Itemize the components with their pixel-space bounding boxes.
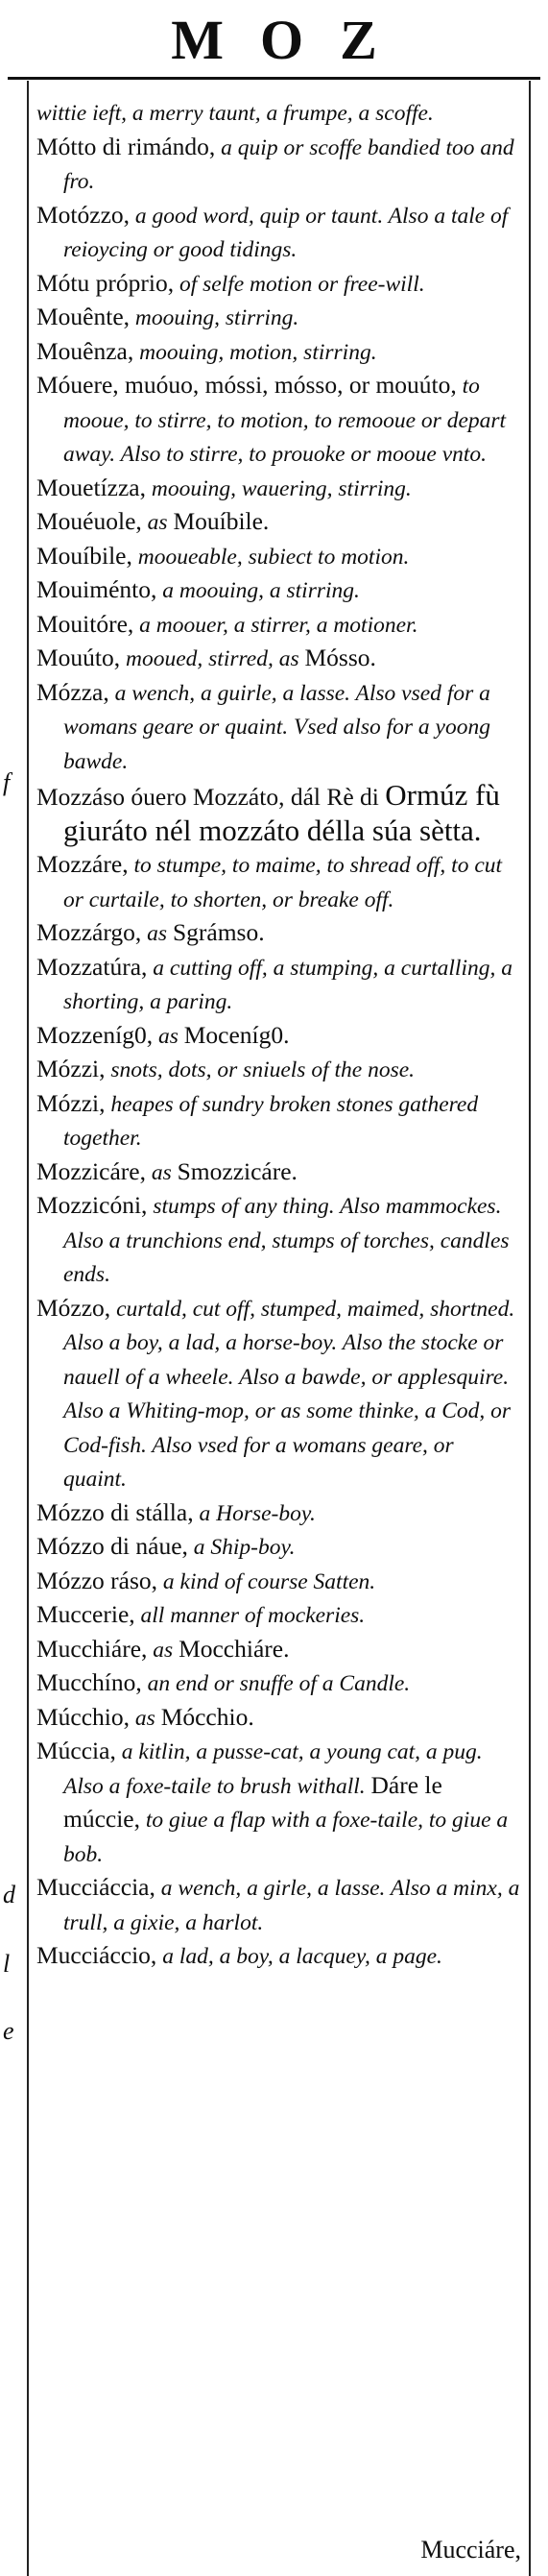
headword: Mozzáre,: [36, 850, 129, 878]
definition: moouing, motion, stirring.: [133, 339, 377, 365]
definition: as: [141, 921, 173, 946]
definition: of selfe motion or free-will.: [174, 271, 425, 297]
definition: a lad, a boy, a lacquey, a page.: [156, 1944, 442, 1969]
definition: to mooue, to stirre, to motion, to remooue or depart away. Also to stirre, to prouoke or mooue vnto.: [63, 374, 507, 467]
headword: Mozzicáre,: [36, 1156, 146, 1185]
dictionary-entry: [36, 199, 521, 267]
definition: as: [141, 510, 174, 535]
headword: Moceníg0.: [183, 1020, 290, 1049]
headword: Mouiménto,: [36, 575, 157, 603]
headword: Mózza,: [36, 677, 109, 706]
definition: a kitlin, a pusse-cat, a young cat, a pug. Also a foxe-taile to brush withall.: [63, 1739, 483, 1799]
headword: Smozzicáre.: [177, 1156, 298, 1185]
dictionary-entry: [36, 676, 521, 779]
definition: as: [130, 1705, 161, 1731]
definition: a moouing, a stirring.: [156, 578, 360, 603]
dictionary-entry: [36, 131, 521, 199]
dictionary-entry: [36, 505, 521, 540]
definition: a Horse-boy.: [193, 1500, 316, 1526]
headword: Mózzo di náue,: [36, 1532, 188, 1560]
dictionary-entry: [36, 1530, 521, 1565]
headword: Mótto di rimándo,: [36, 132, 216, 160]
dictionary-entry: [36, 573, 521, 608]
dictionary-entry: [36, 1053, 521, 1087]
headword: Mózzi,: [36, 1088, 106, 1117]
running-head: MOZ: [171, 9, 414, 71]
dictionary-column: [36, 96, 521, 1974]
headword: Mouíbile.: [173, 507, 270, 535]
margin-mark: l: [3, 1950, 11, 1978]
headword: Mucciáccio,: [36, 1941, 157, 1969]
headword: Dáre le múccie,: [63, 1770, 442, 1833]
headword: Mouetízza,: [36, 473, 146, 501]
headword: Mózzo,: [36, 1293, 111, 1322]
dictionary-entry: [36, 916, 521, 951]
headword: Mozzeníg0,: [36, 1020, 154, 1049]
definition: snots, dots, or sniuels of the nose.: [105, 1057, 416, 1082]
dictionary-entry: [36, 472, 521, 506]
headword: Mouitóre,: [36, 609, 134, 638]
dictionary-entry: [36, 608, 521, 643]
definition: as: [145, 1159, 178, 1185]
headword: Mozzáso óuero Mozzáto, dál Rè di: [36, 783, 379, 811]
dictionary-entry: [36, 778, 521, 848]
definition: wittie ieft, a merry taunt, a frumpe, a scoffe.: [36, 101, 434, 126]
header-rule: [8, 77, 540, 80]
headword: Múcchio,: [36, 1702, 131, 1731]
headword: Móuere, muóuo, móssi, mósso, or mouúto,: [36, 371, 457, 399]
dictionary-entry: [36, 848, 521, 916]
definition: moouing, wauering, stirring.: [146, 475, 412, 501]
dictionary-entry: [36, 1189, 521, 1292]
dictionary-entry: [36, 1292, 521, 1496]
page-header: [0, 0, 548, 85]
definition: an end or snuffe of a Candle.: [141, 1671, 411, 1696]
headword: Mouíbile,: [36, 541, 132, 570]
headword: Sgrámso.: [172, 918, 265, 946]
headword: Mozzicóni,: [36, 1191, 148, 1219]
dictionary-entry: [36, 1666, 521, 1701]
dictionary-entry: [36, 1939, 521, 1974]
definition: heapes of sundry broken stones gathered together.: [63, 1091, 479, 1151]
headword: Mótu próprio,: [36, 268, 175, 297]
dictionary-entry: [36, 642, 521, 676]
definition: as: [153, 1023, 184, 1049]
headword: Mouéuole,: [36, 507, 142, 535]
definition: mooueable, subiect to motion.: [131, 544, 410, 570]
definition: a wench, a girle, a lasse. Also a minx, a trull, a gixie, a harlot.: [63, 1876, 520, 1935]
headword: Motózzo,: [36, 200, 131, 229]
headword: Mósso.: [304, 644, 376, 671]
headword: Mouênte,: [36, 303, 131, 330]
dictionary-entry: [36, 96, 521, 131]
dictionary-entry: [36, 369, 521, 472]
headword: Mózzo di stálla,: [36, 1497, 194, 1526]
headword: Mozzatúra,: [36, 952, 148, 981]
definition: a Ship-boy.: [187, 1535, 296, 1560]
headword: Mózzi,: [36, 1055, 106, 1082]
dictionary-entry: [36, 1019, 521, 1054]
right-column-rule: [529, 81, 531, 2576]
definition: all manner of mockeries.: [134, 1603, 366, 1628]
margin-mark: f: [3, 768, 11, 796]
definition: stumps of any thing. Also mammockes. Also a trunchions end, stumps of torches, candles ends.: [63, 1194, 510, 1287]
dictionary-entry: [36, 1871, 521, 1939]
margin-mark: d: [3, 1881, 15, 1908]
dictionary-entry: [36, 1633, 521, 1667]
definition: a good word, quip or taunt. Also a tale of reioycing or good tidings.: [63, 203, 509, 262]
headword: Mucchiáre,: [36, 1634, 148, 1663]
dictionary-entry: [36, 540, 521, 574]
dictionary-entry: [36, 335, 521, 370]
headword: Mocchiáre.: [179, 1634, 290, 1663]
definition: a kind of course Satten.: [157, 1568, 376, 1594]
headword: Mouênza,: [36, 336, 134, 365]
definition: a moouer, a stirrer, a motioner.: [133, 612, 418, 638]
dictionary-entry: [36, 267, 521, 302]
definition: to giue a flap with a foxe-taile, to giue a bob.: [63, 1808, 509, 1867]
definition: a wench, a guirle, a lasse. Also vsed for a womans geare or quaint. Vsed also for a yoong bawde.: [63, 680, 490, 774]
headword: Mouúto,: [36, 644, 121, 671]
dictionary-entry: [36, 1701, 521, 1736]
dictionary-entry: [36, 1087, 521, 1155]
margin-mark: e: [3, 2017, 14, 2045]
dictionary-entry: [36, 1598, 521, 1633]
headword: Mózzo ráso,: [36, 1566, 158, 1594]
headword: Mozzárgo,: [36, 918, 142, 946]
definition: curtald, cut off, stumped, maimed, shortned. Also a boy, a lad, a horse-boy. Also the stocke or nauell of a wheele. Also a bawde, or applesquire. Also a Whiting-mop, or as some thinke, a Cod, or Cod-fish. Also vsed for a womans geare, or quaint.: [63, 1296, 515, 1492]
dictionary-entry: [36, 1155, 521, 1190]
dictionary-entry: [36, 301, 521, 335]
dictionary-entry: [36, 951, 521, 1019]
headword: Mócchio.: [160, 1702, 254, 1731]
headword: Mucciáccia,: [36, 1873, 155, 1901]
definition: to stumpe, to maime, to shread off, to cut or curtaile, to shorten, or breake off.: [63, 853, 503, 912]
dictionary-entry: [36, 1735, 521, 1871]
headword: Mucchíno,: [36, 1668, 142, 1696]
left-column-rule: [27, 81, 29, 2576]
definition: a cutting off, a stumping, a curtalling, a shorting, a paring.: [63, 955, 512, 1014]
headword: Múccia,: [36, 1737, 116, 1764]
headword-continuation: Ormúz fù giuráto nél mozzáto délla súa sètta.: [63, 778, 500, 847]
definition: as: [147, 1637, 179, 1663]
definition: mooued, stirred, as: [120, 646, 305, 671]
headword: Muccerie,: [36, 1600, 135, 1628]
dictionary-entry: [36, 1565, 521, 1599]
catchword: Mucciáre,: [420, 2536, 521, 2564]
definition: a quip or scoffe bandied too and fro.: [63, 134, 514, 194]
dictionary-entry: [36, 1496, 521, 1531]
definition: moouing, stirring.: [130, 305, 299, 330]
